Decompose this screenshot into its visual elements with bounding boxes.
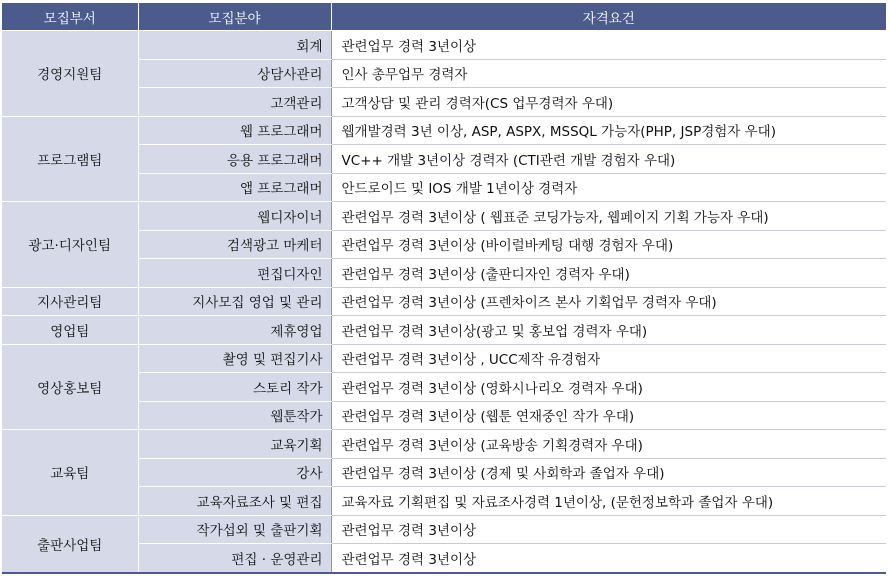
recruitment-table-wrapper	[2, 3, 886, 574]
qualification-cell: 관련업무 경력 3년이상 ( 웹표준 코딩가능자, 웹페이지 기획 가능자 우대)	[331, 202, 886, 231]
table-row	[2, 202, 886, 231]
dept-cell: 출판사업팀	[2, 515, 138, 573]
field-cell: 회계	[138, 31, 331, 60]
table-row	[2, 515, 886, 544]
qualification-cell: 관련업무 경력 3년이상(광고 및 홍보업 경력자 우대)	[331, 316, 886, 345]
qualification-cell: 교육자료 기획편집 및 자료조사경력 1년이상, (문헌정보학과 졸업자 우대)	[331, 487, 886, 516]
field-cell: 웹툰작가	[138, 401, 331, 430]
dept-cell: 프로그램팀	[2, 116, 138, 202]
qualification-cell: 안드로이드 및 IOS 개발 1년이상 경력자	[331, 173, 886, 202]
qualification-cell: 관련업무 경력 3년이상 (영화시나리오 경력자 우대)	[331, 373, 886, 402]
qualification-cell: 인사 총무업무 경력자	[331, 59, 886, 88]
recruitment-table	[2, 3, 886, 574]
field-cell: 웹디자이너	[138, 202, 331, 231]
field-cell: 촬영 및 편집기사	[138, 344, 331, 373]
table-body	[2, 31, 886, 573]
field-cell: 응용 프로그래머	[138, 145, 331, 174]
qualification-cell: 관련업무 경력 3년이상 (바이럴바케팅 대행 경험자 우대)	[331, 230, 886, 259]
qualification-cell: 관련업무 경력 3년이상 (경제 및 사회학과 졸업자 우대)	[331, 458, 886, 487]
field-cell: 편집 · 운영관리	[138, 544, 331, 573]
field-cell: 편집디자인	[138, 259, 331, 288]
field-cell: 지사모집 영업 및 관리	[138, 287, 331, 316]
table-row	[2, 287, 886, 316]
table-row	[2, 31, 886, 60]
qualification-cell: VC++ 개발 3년이상 경력자 (CTI관련 개발 경험자 우대)	[331, 145, 886, 174]
qualification-cell: 관련업무 경력 3년이상 (프렌차이즈 본사 기획업무 경력자 우대)	[331, 287, 886, 316]
dept-cell: 영업팀	[2, 316, 138, 345]
qualification-cell: 관련업무 경력 3년이상 (웹툰 연재중인 작가 우대)	[331, 401, 886, 430]
qualification-cell: 관련업무 경력 3년이상 (출판디자인 경력자 우대)	[331, 259, 886, 288]
header-row	[2, 3, 886, 31]
field-cell: 작가섭외 및 출판기획	[138, 515, 331, 544]
table-row	[2, 430, 886, 459]
qualification-cell: 관련업무 경력 3년이상	[331, 515, 886, 544]
field-cell: 앱 프로그래머	[138, 173, 331, 202]
table-header	[2, 3, 886, 31]
dept-cell: 교육팀	[2, 430, 138, 516]
field-cell: 강사	[138, 458, 331, 487]
header-dept: 모집부서	[2, 3, 138, 31]
field-cell: 제휴영업	[138, 316, 331, 345]
qualification-cell: 관련업무 경력 3년이상	[331, 31, 886, 60]
table-row	[2, 316, 886, 345]
table-row	[2, 344, 886, 373]
dept-cell: 경영지원팀	[2, 31, 138, 117]
qualification-cell: 관련업무 경력 3년이상 (교육방송 기획경력자 우대)	[331, 430, 886, 459]
dept-cell: 지사관리팀	[2, 287, 138, 316]
field-cell: 스토리 작가	[138, 373, 331, 402]
field-cell: 고객관리	[138, 88, 331, 117]
field-cell: 웹 프로그래머	[138, 116, 331, 145]
field-cell: 교육기획	[138, 430, 331, 459]
qualification-cell: 웹개발경력 3년 이상, ASP, ASPX, MSSQL 가능자(PHP, JSP경험자 우대)	[331, 116, 886, 145]
table-row	[2, 116, 886, 145]
qualification-cell: 관련업무 경력 3년이상	[331, 544, 886, 573]
qualification-cell: 관련업무 경력 3년이상 , UCC제작 유경험자	[331, 344, 886, 373]
header-field: 모집분야	[138, 3, 331, 31]
dept-cell: 영상홍보팀	[2, 344, 138, 430]
dept-cell: 광고·디자인팀	[2, 202, 138, 288]
field-cell: 상담사관리	[138, 59, 331, 88]
qualification-cell: 고객상담 및 관리 경력자(CS 업무경력자 우대)	[331, 88, 886, 117]
header-qualification: 자격요건	[331, 3, 886, 31]
field-cell: 교육자료조사 및 편집	[138, 487, 331, 516]
field-cell: 검색광고 마케터	[138, 230, 331, 259]
